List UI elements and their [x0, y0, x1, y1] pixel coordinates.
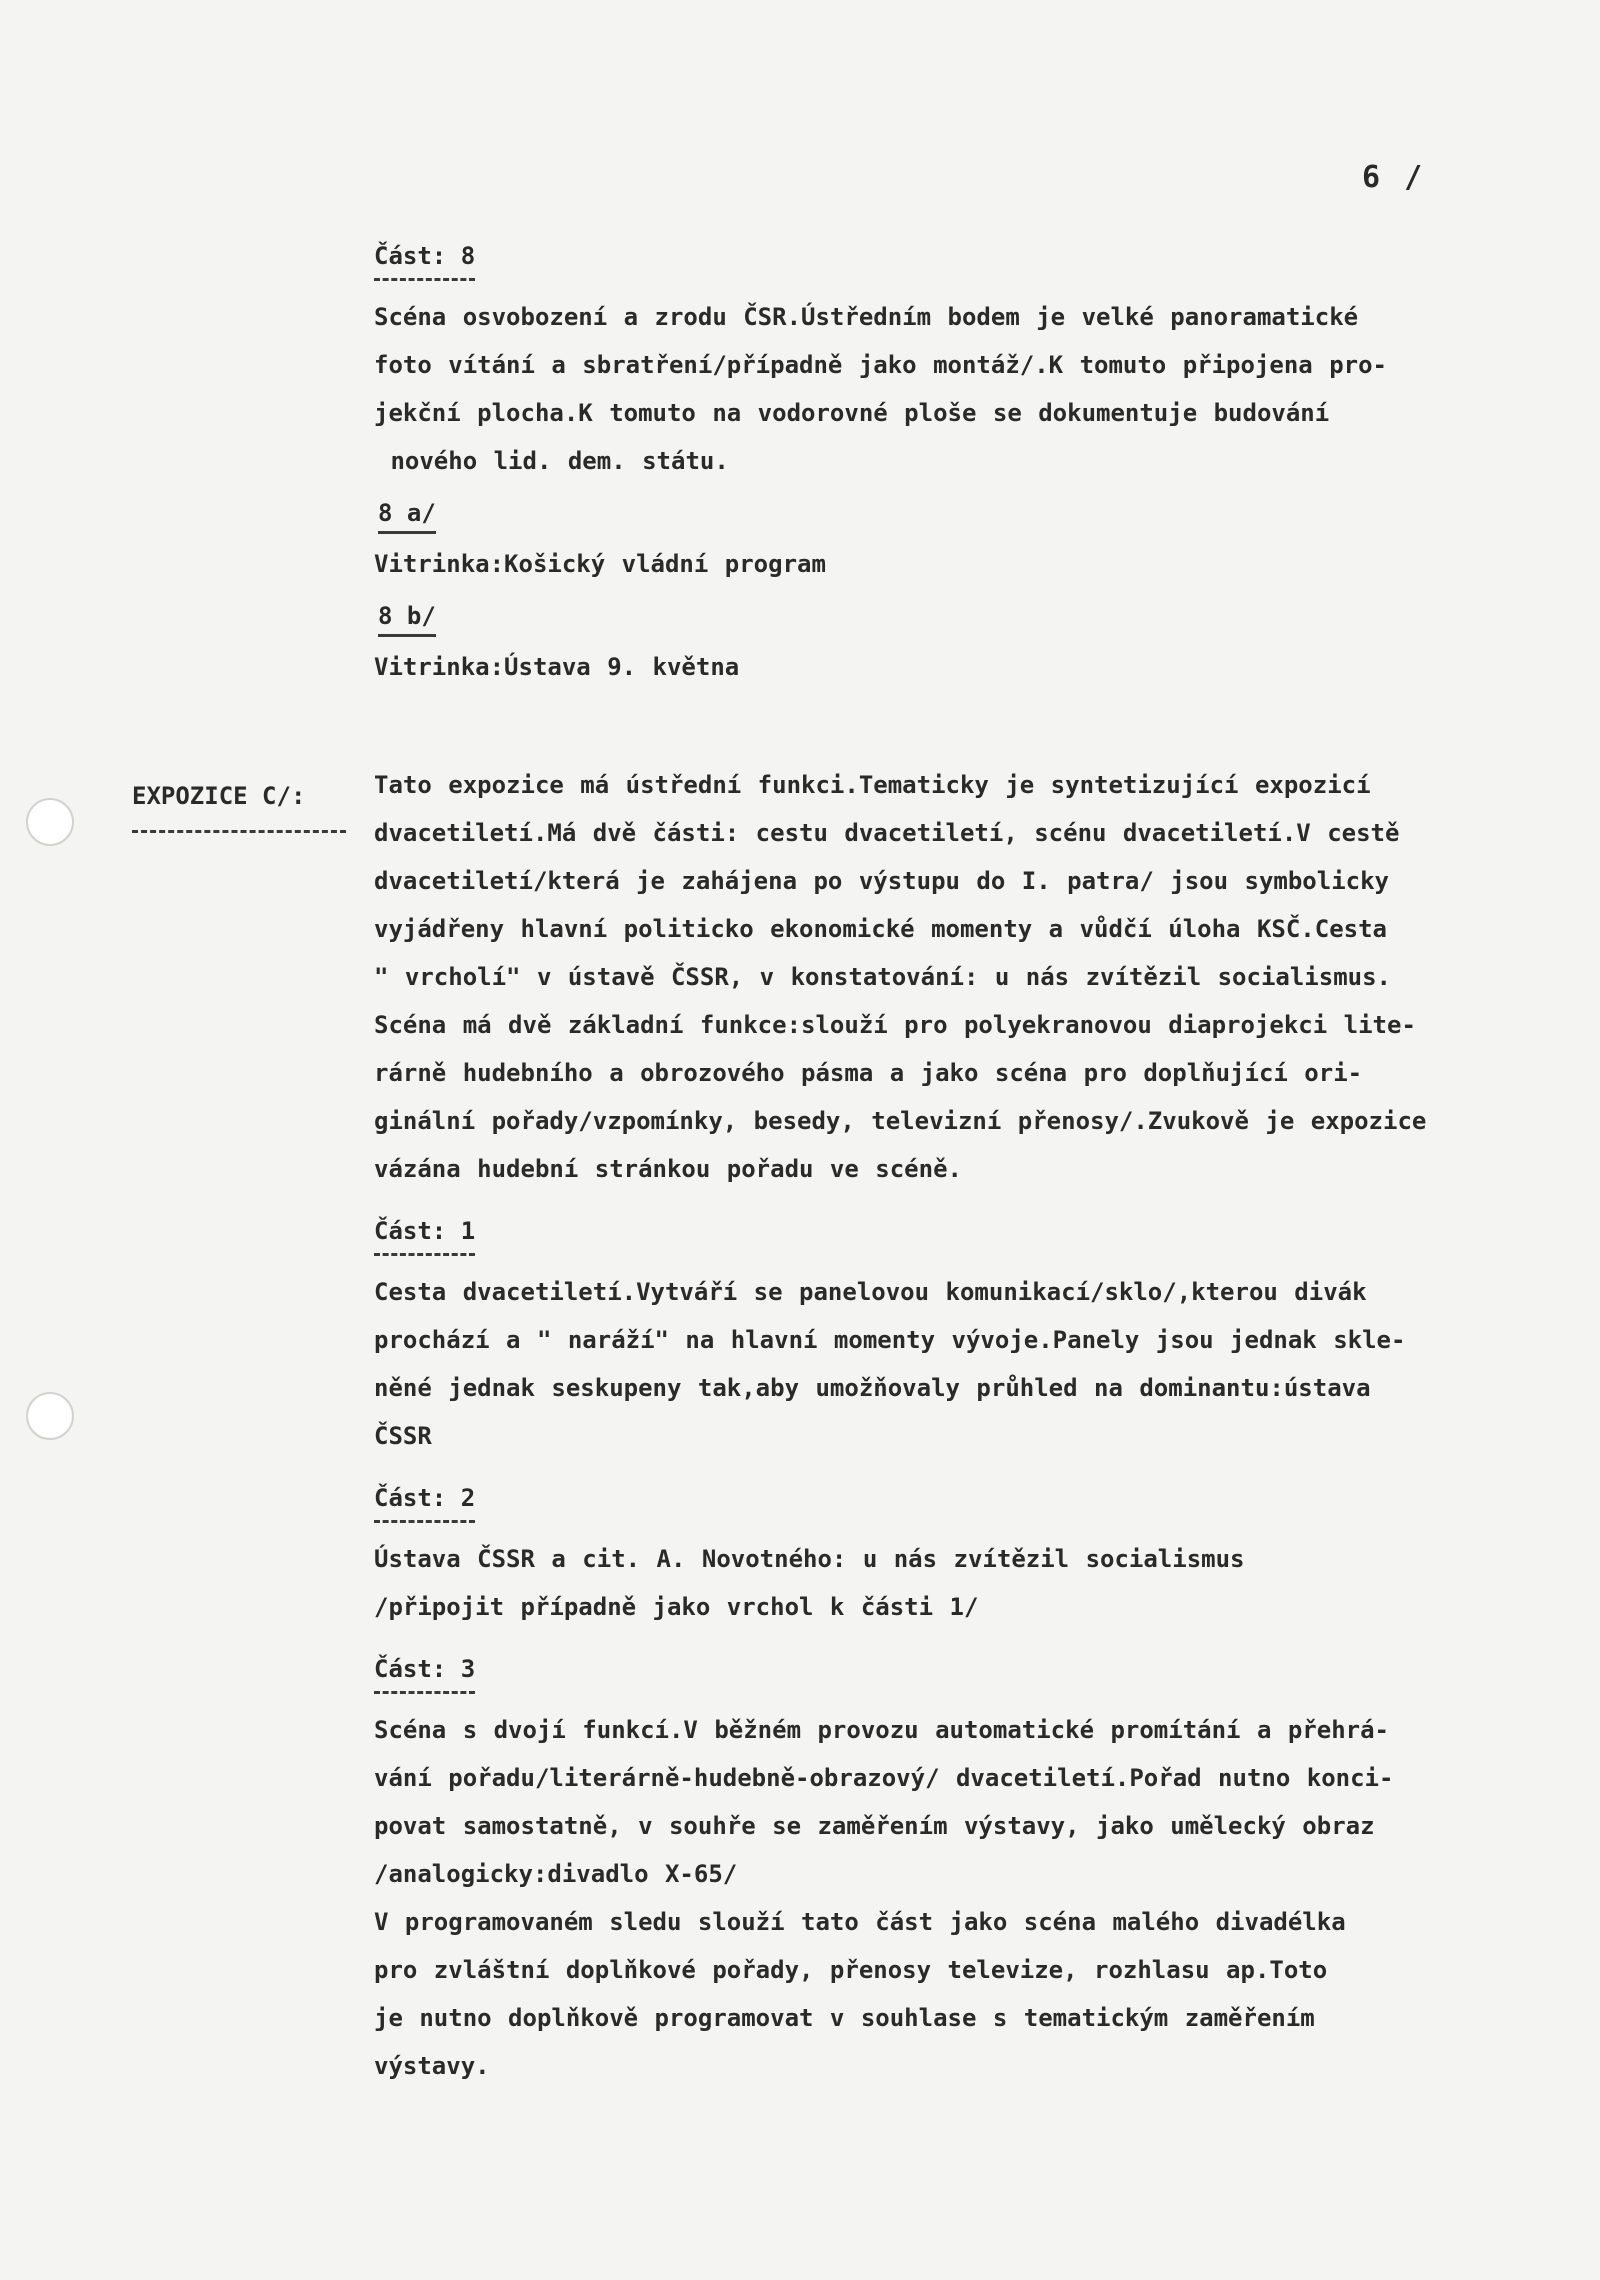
part-2-text: Ústava ČSSR a cit. A. Novotného: u nás zvítězil socialismus /připojit případně jako vrchol k části 1/	[374, 1545, 1245, 1621]
part-8b-text: Vitrinka:Ústava 9. května	[374, 653, 740, 681]
expozice-c-heading: EXPOZICE C/:	[132, 776, 346, 833]
part-1-heading: Část: 1	[374, 1211, 475, 1256]
document-body	[374, 226, 1570, 2090]
part-8a-text: Vitrinka:Košický vládní program	[374, 550, 826, 578]
part-1-text: Cesta dvacetiletí.Vytváří se panelovou komunikací/sklo/,kterou divák prochází a " naráží" na hlavní momenty vývoje.Panely jsou jednak skle- něné jednak seskupeny tak,aby umožňovaly průhled na dominantu:ústava ČSSR	[374, 1278, 1406, 1450]
page-number: 6 /	[1362, 160, 1426, 195]
part-2-heading: Část: 2	[374, 1478, 475, 1523]
part-8-heading: Část: 8	[374, 236, 475, 281]
punch-hole-upper	[26, 798, 74, 846]
expozice-c-text: Tato expozice má ústřední funkci.Tematicky je syntetizující expozicí dvacetiletí.Má dvě části: cestu dvacetiletí, scénu dvacetiletí.V cestě dvacetiletí/která je zahájena po výstupu do I. patra/ jsou symbolicky vyjádřeny hlavní politicko ekonomické momenty a vůdčí úloha KSČ.Cesta " vrcholí" v ústavě ČSSR, v konstatování: u nás zvítězil socialismus. Scéna má dvě základní funkce:slouží pro polyekranovou diaprojekci lite- rárně hudebního a obrozového pásma a jako scéna pro doplňující ori- ginální pořady/vzpomínky, besedy, televizní přenosy/.Zvukově je expozice vázána hudební stránkou pořadu ve scéně.	[374, 771, 1427, 1183]
part-8-text: Scéna osvobození a zrodu ČSR.Ústředním bodem je velké panoramatické foto vítání a sbratření/případně jako montáž/.K tomuto připojena pro- jekční plocha.K tomuto na vodorovné ploše se dokumentuje budování nového lid. dem. státu.	[374, 303, 1387, 475]
part-8a-heading: 8 a/	[378, 495, 436, 534]
punch-hole-lower	[26, 1392, 74, 1440]
part-3-text: Scéna s dvojí funkcí.V běžném provozu automatické promítání a přehrá- vání pořadu/literárně-hudebně-obrazový/ dvacetiletí.Pořad nutno konci- povat samostatně, v souhře se zaměřením výstavy, jako umělecký obraz /analogicky:divadlo X-65/ V programovaném sledu slouží tato část jako scéna malého divadélka pro zvláštní doplňkové pořady, přenosy televize, rozhlasu ap.Toto je nutno doplňkově programovat v souhlase s tematickým zaměřením výstavy.	[374, 1716, 1394, 2080]
part-3-heading: Část: 3	[374, 1649, 475, 1694]
part-8b-heading: 8 b/	[378, 598, 436, 637]
